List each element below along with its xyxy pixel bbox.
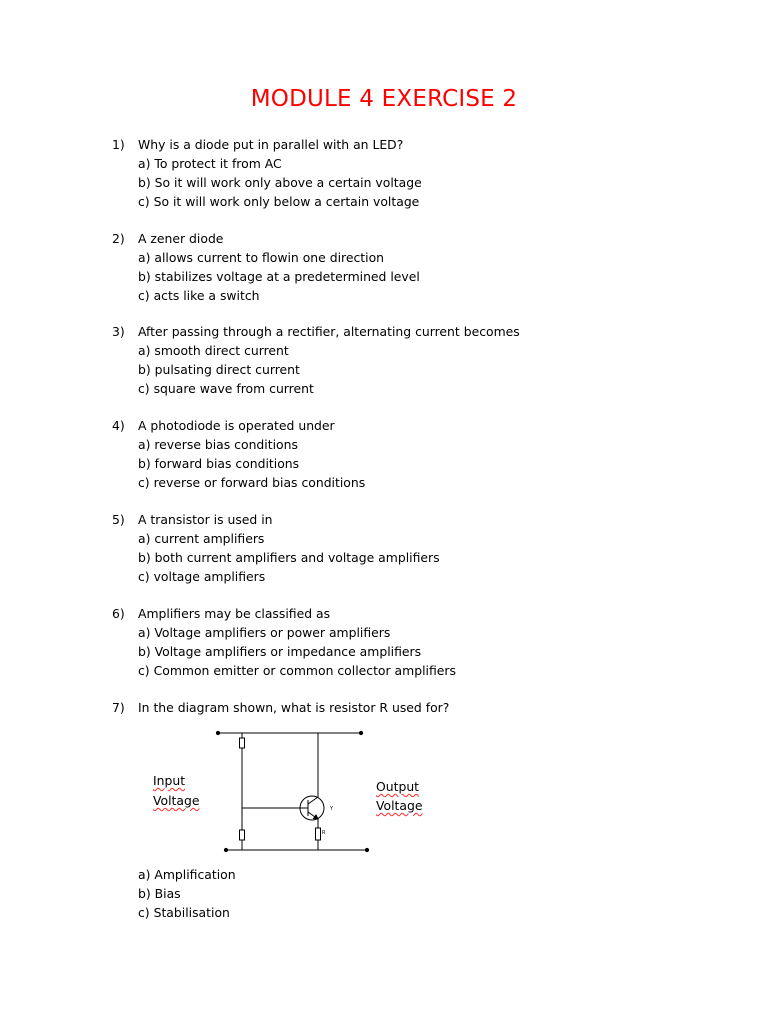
question-stem: A photodiode is operated under — [138, 418, 335, 433]
question-number: 1) — [112, 137, 125, 152]
answer-option-b: b) So it will work only above a certain voltage — [138, 175, 422, 190]
question-stem: Amplifiers may be classified as — [138, 606, 331, 621]
question-stem: Why is a diode put in parallel with an LED? — [138, 137, 404, 152]
top-right-terminal — [359, 731, 362, 734]
output-label-line-2: Voltage — [376, 798, 423, 813]
answer-option-b: b) Bias — [138, 886, 181, 901]
answer-option-a: a) Amplification — [138, 867, 236, 882]
bottom-left-terminal — [224, 848, 227, 851]
transistor-collector — [308, 797, 318, 804]
question-stem: After passing through a rectifier, alternating current becomes — [138, 324, 520, 339]
question-1 — [112, 135, 672, 211]
lower-resistor — [240, 830, 245, 840]
answer-option-a: a) reverse bias conditions — [138, 437, 298, 452]
answer-option-b: b) Voltage amplifiers or impedance amplifiers — [138, 644, 422, 659]
bottom-right-terminal — [365, 848, 368, 851]
resistor-r-label: R — [322, 830, 326, 836]
answer-option-c: c) reverse or forward bias conditions — [138, 475, 366, 490]
emitter-arrow — [314, 815, 319, 819]
answer-option-b: b) forward bias conditions — [138, 456, 300, 471]
question-2 — [112, 229, 672, 305]
answer-option-a: a) Voltage amplifiers or power amplifiers — [138, 625, 391, 640]
question-number: 4) — [112, 418, 125, 433]
question-6 — [112, 604, 672, 680]
answer-option-b: b) pulsating direct current — [138, 362, 300, 377]
question-stem: In the diagram shown, what is resistor R used for? — [138, 700, 450, 715]
document-title: MODULE 4 EXERCISE 2 — [250, 86, 518, 112]
question-7 — [112, 698, 672, 717]
transistor-label: Y — [330, 806, 334, 812]
question-stem: A zener diode — [138, 231, 224, 246]
answer-option-c: c) voltage amplifiers — [138, 569, 266, 584]
answer-option-b: b) stabilizes voltage at a predetermined level — [138, 269, 420, 284]
top-left-terminal — [216, 731, 219, 734]
question-number: 6) — [112, 606, 125, 621]
question-number: 7) — [112, 700, 125, 715]
answer-option-a: a) smooth direct current — [138, 343, 289, 358]
question-number: 5) — [112, 512, 125, 527]
answer-option-a: a) To protect it from AC — [138, 156, 282, 171]
question-stem: A transistor is used in — [138, 512, 273, 527]
output-label-line-1: Output — [376, 779, 420, 794]
question-number: 2) — [112, 231, 125, 246]
answer-option-a: a) allows current to flowin one direction — [138, 250, 385, 265]
input-label-line-1: Input — [153, 773, 186, 788]
answer-option-c: c) square wave from current — [138, 381, 314, 396]
question-3 — [112, 322, 672, 398]
answer-option-c: c) Common emitter or common collector amplifiers — [138, 663, 456, 678]
question-5 — [112, 510, 672, 586]
answer-option-a: a) current amplifiers — [138, 531, 265, 546]
upper-resistor — [240, 738, 245, 748]
question-4 — [112, 416, 672, 492]
question-number: 3) — [112, 324, 125, 339]
answer-option-b: b) both current amplifiers and voltage amplifiers — [138, 550, 440, 565]
answer-option-c: c) So it will work only below a certain voltage — [138, 194, 420, 209]
answer-option-c: c) acts like a switch — [138, 288, 260, 303]
input-label-line-2: Voltage — [153, 793, 200, 808]
answer-option-c: c) Stabilisation — [138, 905, 230, 920]
emitter-resistor — [316, 828, 321, 840]
question-7-options — [112, 865, 672, 922]
